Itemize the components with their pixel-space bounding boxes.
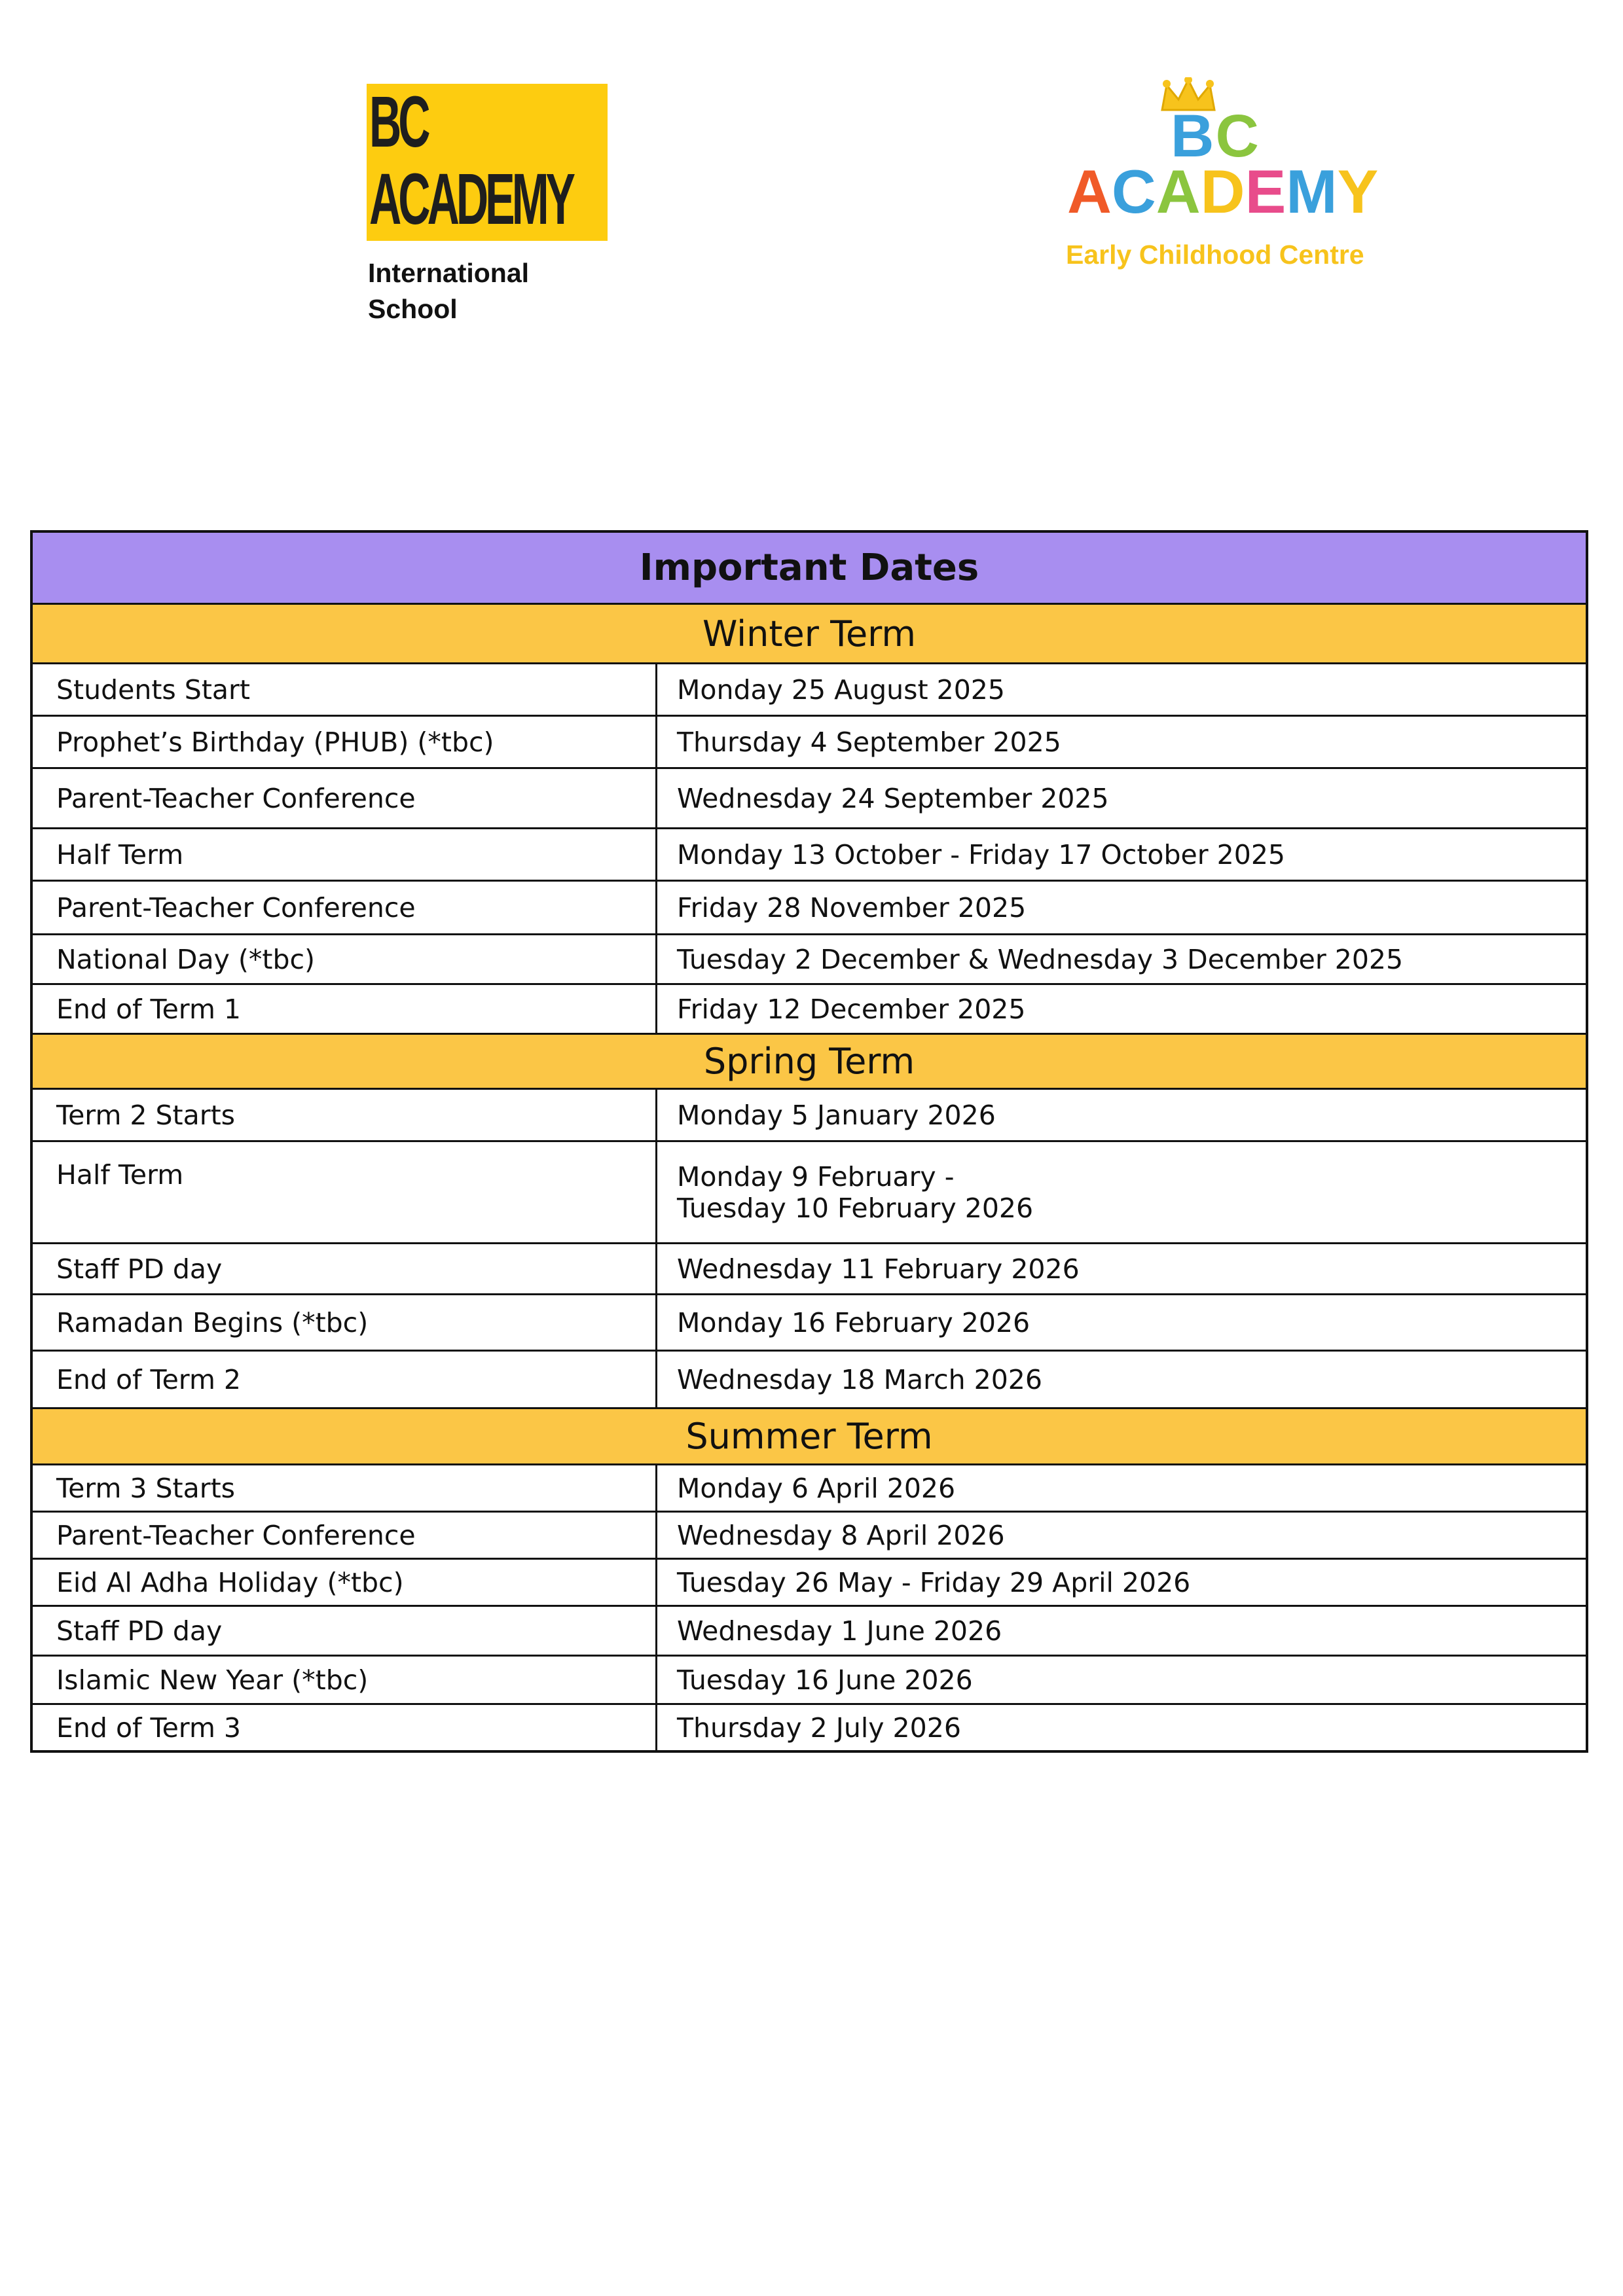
event-cell: Term 2 Starts [33,1090,657,1140]
table-row [33,767,1586,827]
event-cell: Prophet’s Birthday (PHUB) (*tbc) [33,717,657,767]
event-cell: Staff PD day [33,1607,657,1655]
event-cell: Half Term [33,829,657,880]
logo-letter: M [1286,157,1338,226]
table-row [33,1655,1586,1703]
logo-letter: Y [1337,157,1379,226]
date-cell: Tuesday 16 June 2026 [677,1664,973,1696]
logo-letter: D [1200,157,1245,226]
event-cell: Parent-Teacher Conference [33,769,657,827]
logo-letter: B [1171,103,1216,170]
logo-letter: E [1245,157,1286,226]
date-line-1: Monday 9 February - [677,1160,955,1193]
table-row [33,1293,1586,1350]
table-row [33,933,1586,983]
table-row [33,1463,1586,1511]
bc-academy-early-childhood-logo [1054,77,1381,274]
table-row [33,1558,1586,1605]
table-row [33,827,1586,880]
term-header-row [33,603,1586,662]
logo-subtitle [368,255,529,327]
logo-subtitle-line2: School [368,294,458,324]
date-cell: Monday 6 April 2026 [677,1472,956,1504]
table-row [33,1242,1586,1293]
table-row [33,1088,1586,1140]
date-cell: Tuesday 26 May - Friday 29 April 2026 [677,1566,1191,1598]
event-cell: Eid Al Adha Holiday (*tbc) [33,1560,657,1605]
logo-letter: A [1067,157,1112,226]
event-cell: Staff PD day [33,1244,657,1293]
table-row [33,1140,1586,1242]
term-name: Spring Term [703,1041,915,1082]
table-row [33,1605,1586,1655]
date-cell: Thursday 2 July 2026 [677,1712,961,1744]
table-row [33,1350,1586,1407]
term-header-row [33,1033,1586,1088]
bc-academy-international-school-logo [367,84,615,332]
table-title-row [33,533,1586,603]
table-row [33,662,1586,715]
term-name: Winter Term [702,613,917,655]
date-cell: Monday 16 February 2026 [677,1306,1030,1338]
event-cell: Term 3 Starts [33,1465,657,1511]
date-cell: Wednesday 18 March 2026 [677,1363,1042,1395]
logo-ecc-academy [1067,156,1378,228]
event-cell: End of Term 1 [33,985,657,1033]
table-row [33,983,1586,1033]
date-cell: Wednesday 11 February 2026 [677,1253,1080,1285]
logo-ecc-subtitle: Early Childhood Centre [1066,240,1364,270]
table-row [33,715,1586,767]
logo-letter: C [1215,103,1260,170]
logo-wordmark-line1: BC [369,82,428,162]
date-cell: Monday 5 January 2026 [677,1099,996,1131]
date-cell: Tuesday 2 December & Wednesday 3 December 2025 [677,943,1404,975]
date-cell: Thursday 4 September 2025 [677,726,1061,758]
date-cell: Friday 28 November 2025 [677,891,1027,924]
date-cell: Wednesday 1 June 2026 [677,1615,1002,1647]
table-row [33,1511,1586,1558]
event-cell: Students Start [33,664,657,715]
term-name: Summer Term [685,1416,933,1457]
table-title: Important Dates [639,547,979,589]
important-dates-table [30,530,1588,1753]
event-cell: National Day (*tbc) [33,935,657,983]
logo-wordmark-line2: ACADEMY [369,159,573,240]
logo-wordmark [369,84,572,238]
logo-subtitle-line1: International [368,258,530,288]
date-cell: Monday 13 October - Friday 17 October 2025 [677,838,1285,870]
date-cell: Friday 12 December 2025 [677,993,1026,1025]
event-cell: Half Term [33,1142,657,1242]
date-cell: Monday 25 August 2025 [677,673,1005,706]
date-cell [657,1142,1586,1242]
table-row [33,1703,1586,1750]
date-cell: Wednesday 24 September 2025 [677,782,1109,814]
event-cell: Parent-Teacher Conference [33,882,657,933]
logo-letter: A [1156,157,1201,226]
event-cell: Parent-Teacher Conference [33,1513,657,1558]
logo-letter: C [1111,157,1156,226]
term-header-row [33,1407,1586,1463]
date-line-2: Tuesday 10 February 2026 [677,1192,1034,1224]
event-cell: End of Term 3 [33,1705,657,1750]
event-cell: End of Term 2 [33,1352,657,1407]
event-cell: Ramadan Begins (*tbc) [33,1295,657,1350]
event-cell: Islamic New Year (*tbc) [33,1657,657,1703]
table-row [33,880,1586,933]
date-cell: Wednesday 8 April 2026 [677,1519,1005,1551]
